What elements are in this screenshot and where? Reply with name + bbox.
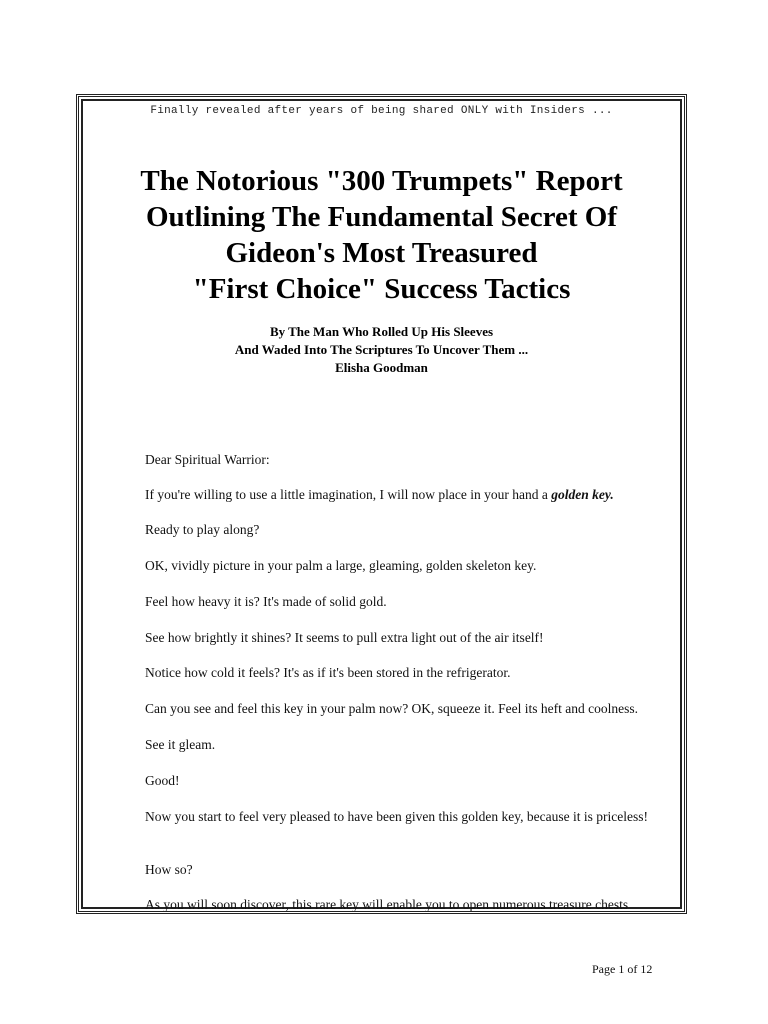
paragraph-11: Now you start to feel very pleased to have been given this golden key, because it is priceless!	[145, 809, 648, 824]
byline-line-2: And Waded Into The Scriptures To Uncover Them ...	[234, 342, 529, 357]
paragraph-4: OK, vividly picture in your palm a large, gleaming, golden skeleton key.	[145, 558, 537, 573]
salutation: Dear Spiritual Warrior:	[145, 452, 270, 467]
paragraph-12: How so?	[145, 862, 193, 877]
title-line-4: "First Choice" Success Tactics	[192, 273, 571, 305]
byline	[79, 323, 684, 377]
report-title	[79, 163, 684, 307]
title-line-2: Outlining The Fundamental Secret Of	[145, 201, 618, 233]
paragraph-2	[123, 486, 678, 504]
paragraph-2-text: If you're willing to use a little imagination, I will now place in your hand a	[145, 487, 552, 502]
golden-key-emphasis: golden key.	[551, 487, 614, 502]
paragraph-8: Can you see and feel this key in your palm now? OK, squeeze it. Feel its heft and coolness.	[145, 701, 639, 716]
title-line-1: The Notorious "300 Trumpets" Report	[140, 165, 623, 197]
author-name: Elisha Goodman	[335, 360, 428, 375]
paragraph-10: Good!	[145, 773, 180, 788]
page-frame	[76, 94, 687, 914]
paragraph-6: See how brightly it shines? It seems to pull extra light out of the air itself!	[145, 630, 544, 645]
tagline: Finally revealed after years of being shared ONLY with Insiders ...	[150, 105, 613, 117]
title-line-3: Gideon's Most Treasured	[225, 237, 538, 269]
byline-line-1: By The Man Who Rolled Up His Sleeves	[269, 324, 494, 339]
paragraph-13: As you will soon discover, this rare key will enable you to open numerous treasure chests	[145, 897, 629, 912]
paragraph-3: Ready to play along?	[145, 522, 260, 537]
page-number: Page 1 of 12	[592, 962, 653, 976]
paragraph-5: Feel how heavy it is? It's made of solid gold.	[145, 594, 387, 609]
paragraph-9: See it gleam.	[145, 737, 216, 752]
paragraph-7: Notice how cold it feels? It's as if it's been stored in the refrigerator.	[145, 665, 511, 680]
